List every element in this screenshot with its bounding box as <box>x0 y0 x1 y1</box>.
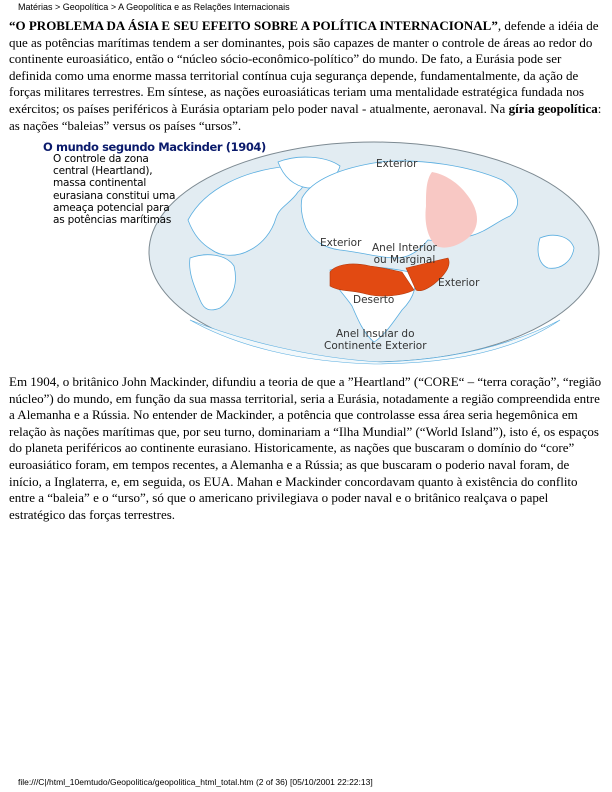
breadcrumb-separator: > <box>108 2 119 12</box>
breadcrumb-separator: > <box>52 2 63 12</box>
label-inner-ring-line2: ou Marginal <box>373 254 436 266</box>
label-outer-ring-line1: Anel Insular do <box>336 328 415 340</box>
breadcrumb-current: A Geopolítica e as Relações Internacionais <box>118 2 290 12</box>
breadcrumb-link-materias[interactable]: Matérias <box>18 2 53 12</box>
intro-emphasis: gíria geopolítica <box>508 100 598 116</box>
map-title: O mundo segundo Mackinder (1904) <box>43 140 266 154</box>
label-exterior-east: Exterior <box>438 277 480 289</box>
label-inner-ring <box>372 242 437 266</box>
page-footer: file:///C|/html_10emtudo/Geopolitica/geopolitica_html_total.htm (2 of 36) [05/10/2001 22:22:13] <box>18 777 373 787</box>
label-desert: Deserto <box>353 294 395 306</box>
breadcrumb <box>18 2 290 12</box>
label-outer-ring-line2: Continente Exterior <box>324 340 427 352</box>
label-exterior-north: Exterior <box>376 158 418 170</box>
breadcrumb-link-geopolitica[interactable]: Geopolítica <box>62 2 109 12</box>
map-caption: O controle da zona central (Heartland), massa continental eurasiana constitui uma ameaça potencial para as potências marítimas <box>53 153 176 227</box>
mackinder-paragraph: Em 1904, o britânico John Mackinder, difundiu a teoria de que a ”Heartland” (“CORE“ – “terra coração”, “região núcleo”) do mundo, em função da sua massa territorial, seria a Eurásia, notadamente a região compreendida entre a Alemanha e a Rússia. No entender de Mackinder, a potência que controlasse essa área seria hegemônica em relação às nações marítimas que, por seu turno, dominariam a “Ilha Mundial” (“World Island”), isto é, os espaços do planeta periféricos ao continente eurasiano. Historicamente, as nações que buscaram o domínio do “core” euroasiático foram, em tempos recentes, a Alemanha e a Rússia; as que buscaram o poderio naval foram, de início, a Inglaterra, e, em seguida, os EUA. Mahan e Mackinder concordavam quanto à existência do conflito entre a “baleia” e o “urso”, só que o americano privilegiava o poder naval e o britânico realçava o papel estratégico das forças terrestres. <box>9 374 602 522</box>
intro-text-a: , defende a idéia de que as potências marítimas tendem a ser dominantes, pois são capazes de manter o controle de áreas ao redor do continente euroasiático, então o “núcleo sócio-econômico-político” do mundo. De fato, a Eurásia pode ser definida como uma enorme massa territorial contínua cuja segurança depende, fundamentalmente, da ação de forças militares terrestres. Em síntese, as nações euroasiáticas teriam uma mentalidade estratégica fundada nos exércitos; os países periféricos à Eurásia optariam pelo poder naval - atualmente, aeronaval. Na <box>9 18 599 116</box>
mackinder-world-map <box>40 140 600 366</box>
label-inner-ring-line1: Anel Interior <box>372 242 437 254</box>
intro-text-b: : as nações “baleias” versus os países “ursos”. <box>9 100 602 133</box>
label-exterior-west: Exterior <box>320 237 362 249</box>
intro-paragraph <box>9 18 605 134</box>
article-heading: “O PROBLEMA DA ÁSIA E SEU EFEITO SOBRE A POLÍTICA INTERNACIONAL” <box>9 18 498 33</box>
label-outer-ring <box>324 328 427 352</box>
